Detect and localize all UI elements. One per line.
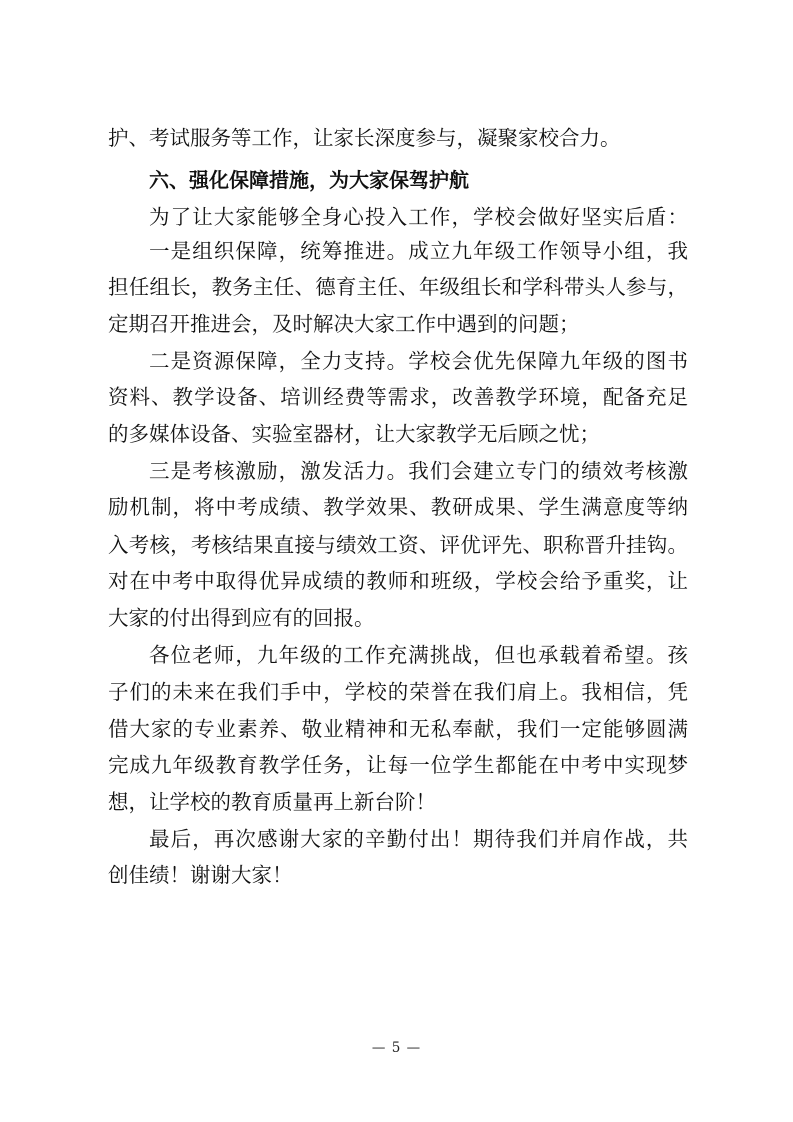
- body-text-line: 借大家的专业素养、敬业精神和无私奉献，我们一定能够圆满: [108, 717, 688, 741]
- body-text-line: 入考核，考核结果直接与绩效工资、评优评先、职称晋升挂钩。: [108, 533, 688, 557]
- section-heading: 六、强化保障措施，为大家保驾护航: [149, 168, 469, 192]
- body-text-line: 一是组织保障，统筹推进。成立九年级工作领导小组，我: [149, 239, 689, 263]
- body-text-line: 二是资源保障，全力支持。学校会优先保障九年级的图书: [149, 349, 689, 373]
- body-text-line: 大家的付出得到应有的回报。: [108, 606, 375, 630]
- body-text-line: 定期召开推进会，及时解决大家工作中遇到的问题；: [108, 312, 580, 336]
- body-text-line: 资料、教学设备、培训经费等需求，改善教学环境，配备充足: [108, 385, 688, 409]
- body-text-line: 想，让学校的教育质量再上新台阶！: [108, 790, 436, 814]
- paragraph-lead: 二是: [149, 349, 193, 373]
- body-text-line: 最后，再次感谢大家的辛勤付出！期待我们并肩作战，共: [149, 827, 688, 851]
- body-text-line: 各位老师，九年级的工作充满挑战，但也承载着希望。孩: [149, 643, 688, 667]
- body-text-line: 励机制，将中考成绩、教学效果、教研成果、学生满意度等纳: [108, 495, 688, 519]
- body-text-line: 完成九年级教育教学任务，让每一位学生都能在中考中实现梦: [108, 753, 688, 777]
- body-text-line: 三是考核激励，激发活力。我们会建立专门的绩效考核激: [149, 459, 689, 483]
- body-text-line: 子们的未来在我们手中，学校的荣誉在我们肩上。我相信，凭: [108, 680, 688, 704]
- body-text-line: 为了让大家能够全身心投入工作，学校会做好坚实后盾：: [149, 205, 688, 229]
- page-number: — 5 —: [371, 1040, 422, 1056]
- paragraph-lead: 一是: [149, 239, 193, 263]
- body-text-line: 创佳绩！谢谢大家！: [108, 863, 293, 887]
- paragraph-lead: 三是: [149, 459, 193, 483]
- body-text-line: 护、考试服务等工作，让家长深度参与，凝聚家校合力。: [108, 126, 621, 150]
- body-text-line: 担任组长，教务主任、德育主任、年级组长和学科带头人参与，: [108, 275, 688, 299]
- body-text-line: 的多媒体设备、实验室器材，让大家教学无后顾之忧；: [108, 422, 600, 446]
- body-text-line: 对在中考中取得优异成绩的教师和班级，学校会给予重奖，让: [108, 569, 688, 593]
